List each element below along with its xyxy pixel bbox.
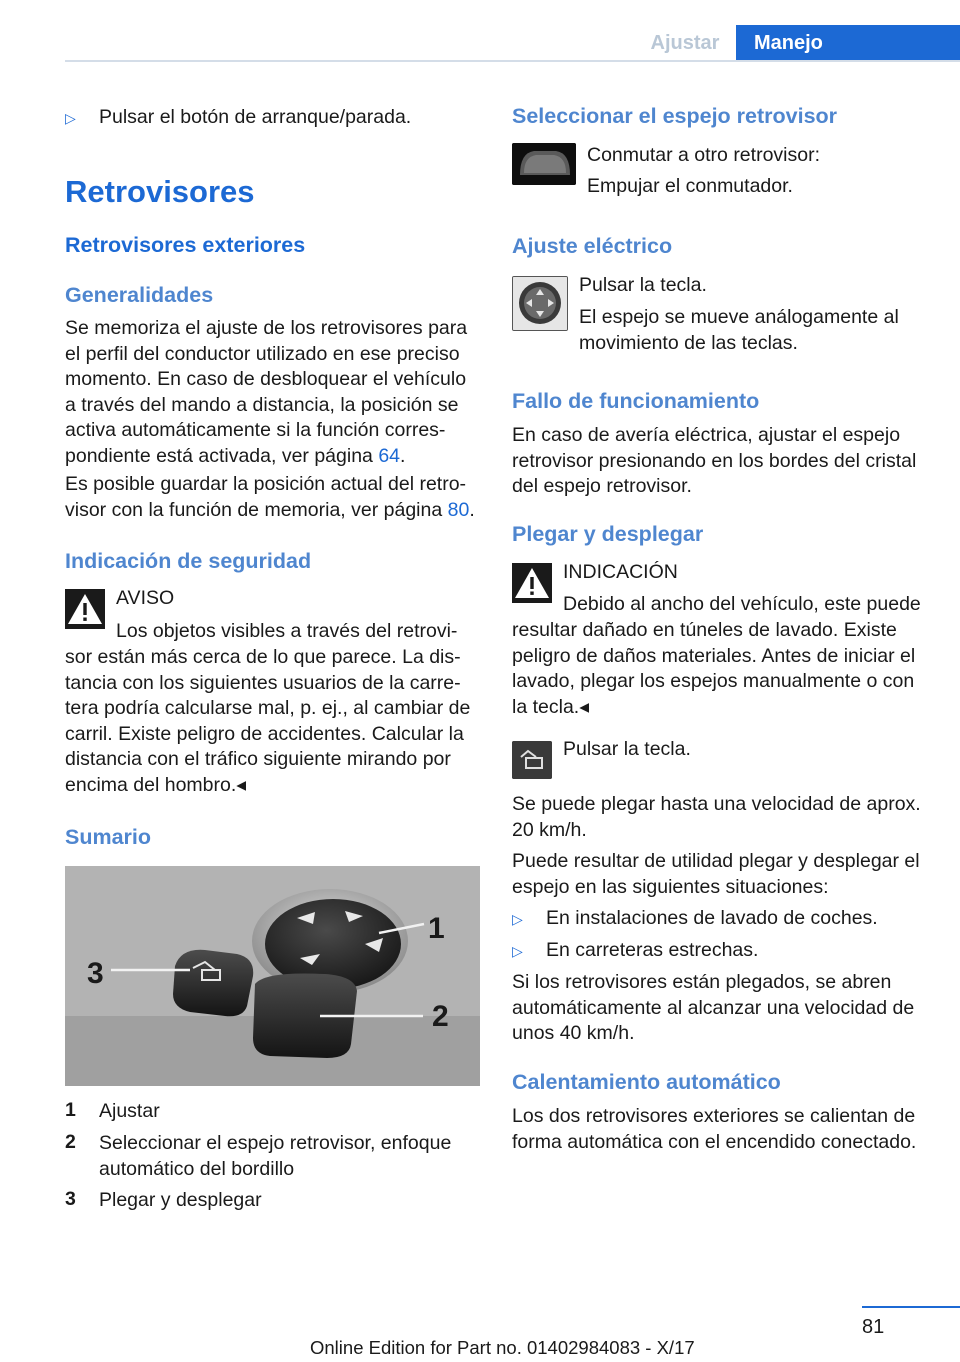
tab-manejo[interactable]: Manejo <box>736 25 960 61</box>
notice-first-line: Debido al ancho del vehículo, este puede <box>563 593 921 615</box>
text-line: el perfil del conductor utilizado en ese preciso <box>65 342 460 365</box>
text-line: espejo en las siguientes situaciones: <box>512 875 829 898</box>
text-line: distancia con el tráfico siguiente mirando por <box>65 748 451 770</box>
text-line: 20 km/h. <box>512 818 587 841</box>
text-line: Se memoriza el ajuste de los retrovisores para <box>65 317 468 339</box>
notice-paragraph <box>512 618 932 720</box>
section-title-exteriores: Retrovisores exteriores <box>65 233 306 257</box>
text-line: Se puede plegar hasta una velocidad de aprox. <box>512 793 921 815</box>
legend-text-2 <box>99 1131 451 1182</box>
photo-label-3: 3 <box>87 957 104 990</box>
text-line: unos 40 km/h. <box>512 1022 635 1044</box>
text-line: Los dos retrovisores exteriores se calientan de <box>512 1105 916 1127</box>
heading-seleccionar: Seleccionar el espejo retrovisor <box>512 104 838 128</box>
text-line: tancia con los siguientes usuarios de la carre‐ <box>65 671 461 694</box>
bullet-item-1: En instalaciones de lavado de coches. <box>546 907 878 929</box>
text-line: tera podría calcularse mal, p. ej., al cambiar de <box>65 697 471 719</box>
text-line: automáticamente al alcanzar una velocidad de <box>512 996 915 1019</box>
legend-num-3: 3 <box>65 1188 76 1210</box>
text-line: encima del hombro.◂ <box>65 773 247 796</box>
warning-first-line: Los objetos visibles a través del retrovi‐ <box>116 620 458 642</box>
page-link-80[interactable]: 80 <box>447 498 470 521</box>
legend-text-3: Plegar y desplegar <box>99 1189 262 1211</box>
text-span: visor con la función de memoria, ver página <box>65 498 443 521</box>
select-line-1: Conmutar a otro retrovisor: <box>587 144 821 166</box>
heating-paragraph <box>512 1104 937 1155</box>
bullet-item-2: En carreteras estrechas. <box>546 939 759 961</box>
page-link-64[interactable]: 64 <box>378 444 401 467</box>
warning-label: AVISO <box>116 587 175 609</box>
header-rule <box>65 60 960 62</box>
heading-seguridad: Indicación de seguridad <box>65 549 312 573</box>
page-header <box>0 0 960 62</box>
text-line: Si los retrovisores están plegados, se abren <box>512 971 892 993</box>
useful-paragraph <box>512 849 932 900</box>
text-line: del espejo retrovisor. <box>512 475 692 497</box>
page-number: 81 <box>862 1316 885 1338</box>
heading-fallo: Fallo de funcionamiento <box>512 389 760 413</box>
auto-open-paragraph <box>512 970 932 1047</box>
legend-text-1: Ajustar <box>99 1100 160 1122</box>
electric-line-1: Pulsar la tecla. <box>579 274 707 296</box>
text-line: a través del mando a distancia, la posición se <box>65 393 459 416</box>
warning-triangle-icon <box>512 563 552 603</box>
select-line-2: Empujar el conmutador. <box>587 175 793 197</box>
bullet-triangle-icon: ▷ <box>65 110 76 126</box>
warning-triangle-icon <box>65 589 105 629</box>
text-line: sor están más cerca de lo que parece. La dis‐ <box>65 646 461 668</box>
mirror-controls-photo <box>65 866 480 1086</box>
paragraph-generalidades <box>65 316 485 469</box>
heading-generalidades: Generalidades <box>65 283 214 307</box>
footer-rule <box>862 1306 960 1308</box>
mirror-switch-icon <box>512 143 576 185</box>
photo-label-2: 2 <box>432 1000 449 1033</box>
heading-ajuste-electrico: Ajuste eléctrico <box>512 234 673 258</box>
text-line: forma automática con el encendido conectado. <box>512 1130 917 1153</box>
mirror-adjust-icon <box>512 276 568 331</box>
text-line: movimiento de las teclas. <box>579 331 798 354</box>
text-line: El espejo se mueve análogamente al <box>579 306 899 328</box>
mirror-fold-icon <box>512 741 552 779</box>
footer-edition: Online Edition for Part no. 01402984083 - X/17 <box>310 1337 695 1358</box>
heading-sumario: Sumario <box>65 825 152 849</box>
heading-calentamiento: Calentamiento automático <box>512 1070 781 1094</box>
watermark <box>640 1337 960 1362</box>
bullet-triangle-icon: ▷ <box>512 943 523 959</box>
text-line: la tecla.◂ <box>512 695 589 718</box>
text-line: retrovisor presionando en los bordes del cristal <box>512 449 917 472</box>
tab-ajustar[interactable]: Ajustar <box>650 31 720 54</box>
legend-num-2: 2 <box>65 1131 76 1153</box>
text-line: lavado, plegar los espejos manualmente o con <box>512 670 915 692</box>
fault-paragraph <box>512 423 932 500</box>
text-line: activa automáticamente si la función corres‐ <box>65 419 446 441</box>
text-line: En caso de avería eléctrica, ajustar el espejo <box>512 424 901 446</box>
text-line: momento. En caso de desbloquear el vehículo <box>65 368 467 390</box>
text-line: Puede resultar de utilidad plegar y desplegar el <box>512 850 920 872</box>
text-line: resultar dañado en túneles de lavado. Existe <box>512 619 897 641</box>
photo-label-1: 1 <box>428 912 445 945</box>
text-line: peligro de daños materiales. Antes de iniciar el <box>512 644 916 667</box>
speed-paragraph <box>512 792 932 843</box>
page-title: Retrovisores <box>65 174 255 209</box>
text-line: visor con la función de memoria, ver página 80. <box>65 498 475 521</box>
paragraph-memoria <box>65 472 485 523</box>
electric-paragraph <box>579 305 929 356</box>
bullet-text: Pulsar el botón de arranque/parada. <box>99 106 412 128</box>
text-line: Seleccionar el espejo retrovisor, enfoque <box>99 1132 452 1154</box>
bullet-triangle-icon: ▷ <box>512 911 523 927</box>
notice-label: INDICACIÓN <box>563 561 678 583</box>
legend-num-1: 1 <box>65 1099 76 1121</box>
text-line: pondiente está activada, ver página 64. <box>65 444 406 467</box>
heading-plegar: Plegar y desplegar <box>512 522 704 546</box>
text-line: carril. Existe peligro de accidentes. Calcular la <box>65 722 464 745</box>
text-line: Es posible guardar la posición actual del retro‐ <box>65 473 467 495</box>
text-line: automático del bordillo <box>99 1157 295 1180</box>
fold-button-text: Pulsar la tecla. <box>563 738 691 760</box>
text-span: pondiente está activada, ver página <box>65 444 373 467</box>
warning-paragraph <box>65 645 485 798</box>
